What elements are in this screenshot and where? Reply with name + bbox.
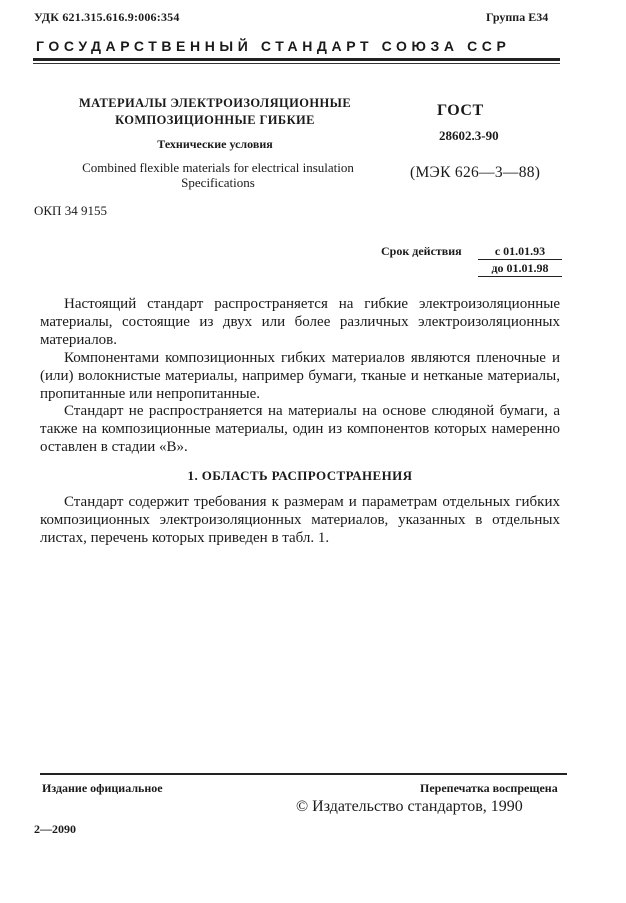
title-specifications-ru: Технические условия bbox=[157, 137, 273, 151]
udk-code: УДК 621.315.616.9:006:354 bbox=[34, 10, 180, 24]
validity-label: Срок действия bbox=[381, 244, 462, 258]
publisher-copyright: © Издательство стандартов, 1990 bbox=[296, 798, 523, 815]
paragraph-scope: Настоящий стандарт распространяется на гибкие электроизоляционные материалы, состоящие из двух или более различных электроизоляционных материалов. bbox=[40, 296, 560, 348]
paragraph-exclusions: Стандарт не распространяется на материалы на основе слюдяной бумаги, а также на композиционные материалы, один из компонентов которых намеренно оставлен в стадии «В». bbox=[40, 403, 560, 455]
gost-number: 28602.3-90 bbox=[439, 128, 499, 143]
okp-code: ОКП 34 9155 bbox=[34, 203, 107, 218]
validity-to: до 01.01.98 bbox=[491, 261, 549, 275]
group-code: Группа Е34 bbox=[486, 10, 549, 24]
gost-label: ГОСТ bbox=[437, 102, 484, 119]
paragraph-components: Компонентами композиционных гибких материалов являются пленочные и (или) волокнистые материалы, например бумаги, тканые и нетканые материалы, пропитанные или непропитанные. bbox=[40, 350, 560, 402]
validity-divider bbox=[478, 259, 562, 260]
validity-from: с 01.01.93 bbox=[494, 244, 546, 258]
state-standard-banner: ГОСУДАРСТВЕННЫЙ СТАНДАРТ СОЮЗА ССР bbox=[36, 38, 511, 54]
title-english-line-2: Specifications bbox=[181, 175, 255, 190]
reprint-prohibited-label: Перепечатка воспрещена bbox=[420, 781, 558, 795]
header-thin-rule bbox=[33, 63, 560, 64]
header-thick-rule bbox=[33, 58, 560, 61]
paragraph-requirements: Стандарт содержит требования к размерам и параметрам отдельных гибких композиционных электроизоляционных материалов, указанных в отдельных листах, перечень которых приведен в табл. 1. bbox=[40, 494, 560, 546]
footer-rule bbox=[40, 773, 567, 775]
official-edition-label: Издание официальное bbox=[42, 781, 163, 795]
section-heading: 1. ОБЛАСТЬ РАСПРОСТРАНЕНИЯ bbox=[187, 468, 413, 483]
title-english-line-1: Combined flexible materials for electrical insulation bbox=[82, 160, 354, 175]
iec-reference: (МЭК 626—3—88) bbox=[410, 164, 541, 181]
title-line-1: МАТЕРИАЛЫ ЭЛЕКТРОИЗОЛЯЦИОННЫЕ bbox=[78, 96, 352, 110]
print-code: 2—2090 bbox=[34, 822, 76, 836]
validity-underline bbox=[478, 276, 562, 277]
title-line-2: КОМПОЗИЦИОННЫЕ ГИБКИЕ bbox=[115, 113, 315, 127]
